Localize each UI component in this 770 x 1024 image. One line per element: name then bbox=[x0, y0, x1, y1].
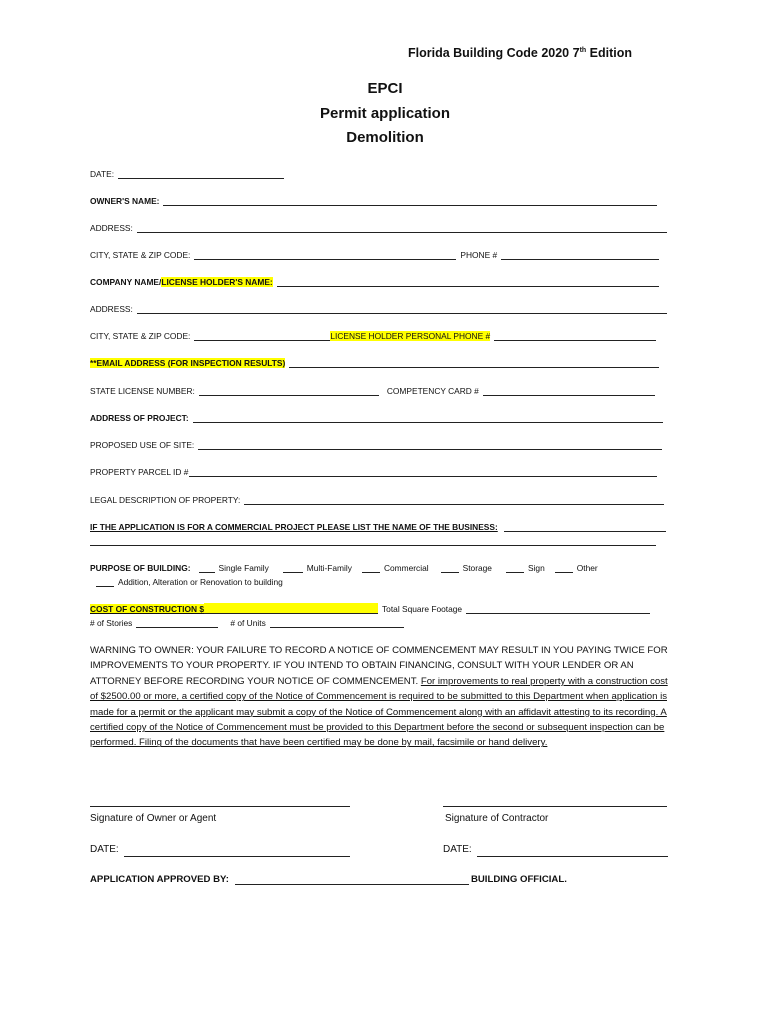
single-family-checkbox[interactable] bbox=[199, 564, 215, 573]
proposed-use-field[interactable]: PROPOSED USE OF SITE: bbox=[90, 438, 666, 450]
stories-units-row: # of Stories # of Units bbox=[90, 616, 408, 628]
total-sq-ft-input[interactable] bbox=[466, 605, 650, 614]
owner-city-state-zip-field[interactable]: CITY, STATE & ZIP CODE: PHONE # bbox=[90, 248, 663, 260]
title-epci: EPCI bbox=[367, 80, 403, 97]
cost-row: COST OF CONSTRUCTION $ Total Square Footage bbox=[90, 602, 654, 614]
owner-signature-line[interactable] bbox=[90, 805, 350, 807]
warning-to-owner: WARNING TO OWNER: YOUR FAILURE TO RECORD A NOTICE OF COMMENCEMENT MAY RESULT IN YOU PAYING TWICE FOR IMPROVEMENTS TO YOUR PROPERTY. IF YOU INTEND TO OBTAIN FINANCING, CONSULT WITH YOUR LENDER OR AN ATTORNEY BEFORE RECORDING YOUR NOTICE OF COMMENCEMENT. For improvements to real property with a construction cost of $2500.00 or more, a certified copy of the Notice of Commencement is required to be submitted to this Department when application is made for a permit or the applicant may submit a copy of the Notice of Commencement along with an affidavit attesting to its recording. A certified copy of the Notice of Commencement must be provided to this Department before the second or subsequent inspection can be performed. Filing of the documents that have been certified may be done by mail, facsimile or hand delivery. bbox=[90, 645, 668, 749]
other-checkbox[interactable] bbox=[555, 564, 573, 573]
approved-by-line[interactable] bbox=[235, 874, 469, 885]
units-input[interactable] bbox=[270, 619, 404, 628]
application-approved-row: APPLICATION APPROVED BY: BUILDING OFFICIAL. bbox=[90, 874, 567, 885]
date-field[interactable]: DATE: bbox=[90, 167, 288, 179]
company-city-state-zip-field[interactable]: CITY, STATE & ZIP CODE: LICENSE HOLDER PERSONAL PHONE # bbox=[90, 329, 660, 341]
contractor-signature-line[interactable] bbox=[443, 805, 667, 807]
company-address-field[interactable]: ADDRESS: bbox=[90, 302, 671, 314]
company-name-field[interactable]: COMPANY NAME/ LICENSE HOLDER'S NAME: bbox=[90, 275, 663, 287]
owner-date-line[interactable] bbox=[124, 855, 350, 857]
owners-name-field[interactable]: OWNER'S NAME: bbox=[90, 194, 661, 206]
code-edition: Florida Building Code 2020 7th Edition bbox=[408, 46, 632, 60]
state-license-field[interactable]: STATE LICENSE NUMBER: COMPETENCY CARD # bbox=[90, 384, 659, 396]
project-address-field[interactable]: ADDRESS OF PROJECT: bbox=[90, 411, 667, 423]
cost-input[interactable] bbox=[204, 603, 378, 614]
contractor-date-label: DATE: bbox=[443, 844, 472, 855]
parcel-id-field[interactable]: PROPERTY PARCEL ID # bbox=[90, 465, 661, 477]
email-field[interactable]: **EMAIL ADDRESS (FOR INSPECTION RESULTS) bbox=[90, 356, 663, 368]
commercial-business-field[interactable]: IF THE APPLICATION IS FOR A COMMERCIAL PROJECT PLEASE LIST THE NAME OF THE BUSINESS: bbox=[90, 520, 670, 532]
addition-row: Addition, Alteration or Renovation to building bbox=[96, 575, 283, 587]
stories-input[interactable] bbox=[136, 619, 218, 628]
purpose-of-building-row: PURPOSE OF BUILDING: Single Family Multi-Family Commercial Storage Sign Other bbox=[90, 563, 598, 573]
sign-checkbox[interactable] bbox=[506, 564, 524, 573]
owner-signature-label: Signature of Owner or Agent bbox=[90, 813, 217, 824]
legal-description-field[interactable]: LEGAL DESCRIPTION OF PROPERTY: bbox=[90, 493, 668, 505]
title-demolition: Demolition bbox=[346, 129, 424, 146]
storage-checkbox[interactable] bbox=[441, 564, 459, 573]
multi-family-checkbox[interactable] bbox=[283, 564, 303, 573]
owner-address-field[interactable]: ADDRESS: bbox=[90, 221, 671, 233]
title-permit-application: Permit application bbox=[319, 105, 451, 122]
contractor-signature-label: Signature of Contractor bbox=[445, 813, 549, 824]
owner-date-label: DATE: bbox=[90, 844, 119, 855]
addition-checkbox[interactable] bbox=[96, 578, 114, 587]
commercial-checkbox[interactable] bbox=[362, 564, 380, 573]
commercial-business-line-2[interactable] bbox=[90, 544, 656, 546]
contractor-date-line[interactable] bbox=[477, 855, 668, 857]
